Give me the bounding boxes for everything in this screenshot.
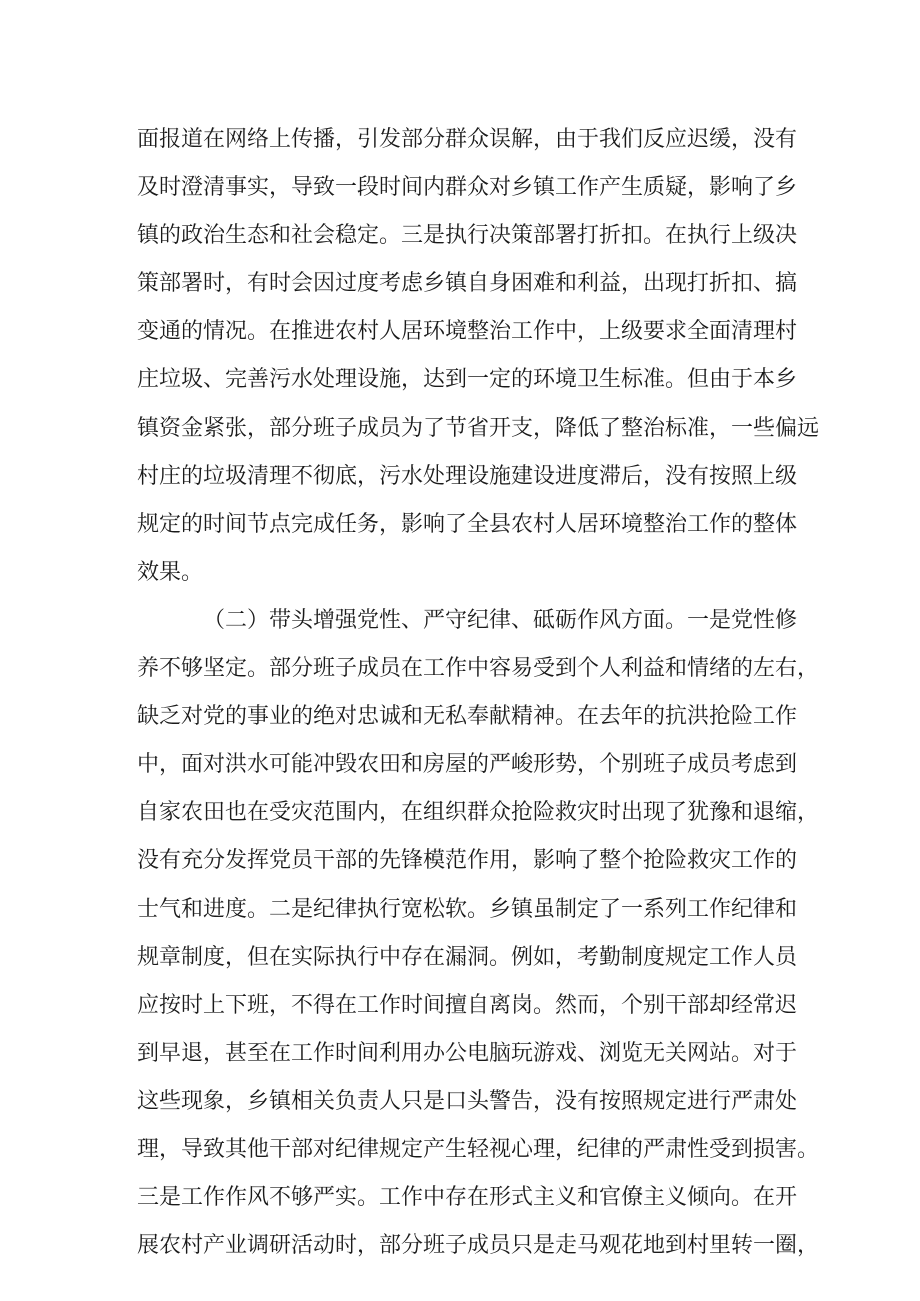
text-line: 规定的时间节点完成任务，影响了全县农村人居环境整治工作的整体 — [137, 511, 798, 537]
body-text — [137, 116, 820, 1270]
text-line: 养不够坚定。部分班子成员在工作中容易受到个人利益和情绪的左右， — [137, 656, 820, 682]
text-line: 策部署时，有时会因过度考虑乡镇自身困难和利益，出现打折扣、搞 — [137, 271, 798, 297]
text-line: 镇的政治生态和社会稳定。三是执行决策部署打折扣。在执行上级决 — [137, 223, 798, 249]
text-line: 自家农田也在受灾范围内，在组织群众抢险救灾时出现了犹豫和退缩， — [137, 800, 820, 826]
text-line: 三是工作作风不够严实。工作中存在形式主义和官僚主义倾向。在开 — [137, 1185, 798, 1211]
section-heading-line: （二）带头增强党性、严守纪律、砥砺作风方面。一是党性修 — [203, 607, 798, 633]
text-line: 没有充分发挥党员干部的先锋模范作用，影响了整个抢险救灾工作的 — [137, 848, 798, 874]
text-line: 缺乏对党的事业的绝对忠诚和无私奉献精神。在去年的抗洪抢险工作 — [137, 704, 798, 730]
text-line: 这些现象，乡镇相关负责人只是口头警告，没有按照规定进行严肃处 — [137, 1088, 798, 1114]
text-line: 及时澄清事实，导致一段时间内群众对乡镇工作产生质疑，影响了乡 — [137, 175, 798, 201]
text-line: 镇资金紧张，部分班子成员为了节省开支，降低了整治标准，一些偏远 — [137, 415, 820, 441]
text-line: 村庄的垃圾清理不彻底，污水处理设施建设进度滞后，没有按照上级 — [137, 463, 798, 489]
text-line: 规章制度，但在实际执行中存在漏洞。例如，考勤制度规定工作人员 — [137, 944, 798, 970]
text-line: 到早退，甚至在工作时间利用办公电脑玩游戏、浏览无关网站。对于 — [137, 1040, 798, 1066]
text-line: 理，导致其他干部对纪律规定产生轻视心理，纪律的严肃性受到损害。 — [137, 1136, 820, 1162]
text-line: 应按时上下班，不得在工作时间擅自离岗。然而，个别干部却经常迟 — [137, 992, 798, 1018]
text-line: 士气和进度。二是纪律执行宽松软。乡镇虽制定了一系列工作纪律和 — [137, 896, 798, 922]
text-line: 中，面对洪水可能冲毁农田和房屋的严峻形势，个别班子成员考虑到 — [137, 752, 798, 778]
text-line: 面报道在网络上传播，引发部分群众误解，由于我们反应迟缓，没有 — [137, 127, 798, 152]
text-line: 庄垃圾、完善污水处理设施，达到一定的环境卫生标准。但由于本乡 — [137, 367, 798, 393]
text-line: 变通的情况。在推进农村人居环境整治工作中，上级要求全面清理村 — [137, 319, 798, 345]
text-line: 效果。 — [137, 559, 204, 585]
text-line: 展农村产业调研活动时，部分班子成员只是走马观花地到村里转一圈， — [137, 1233, 820, 1259]
